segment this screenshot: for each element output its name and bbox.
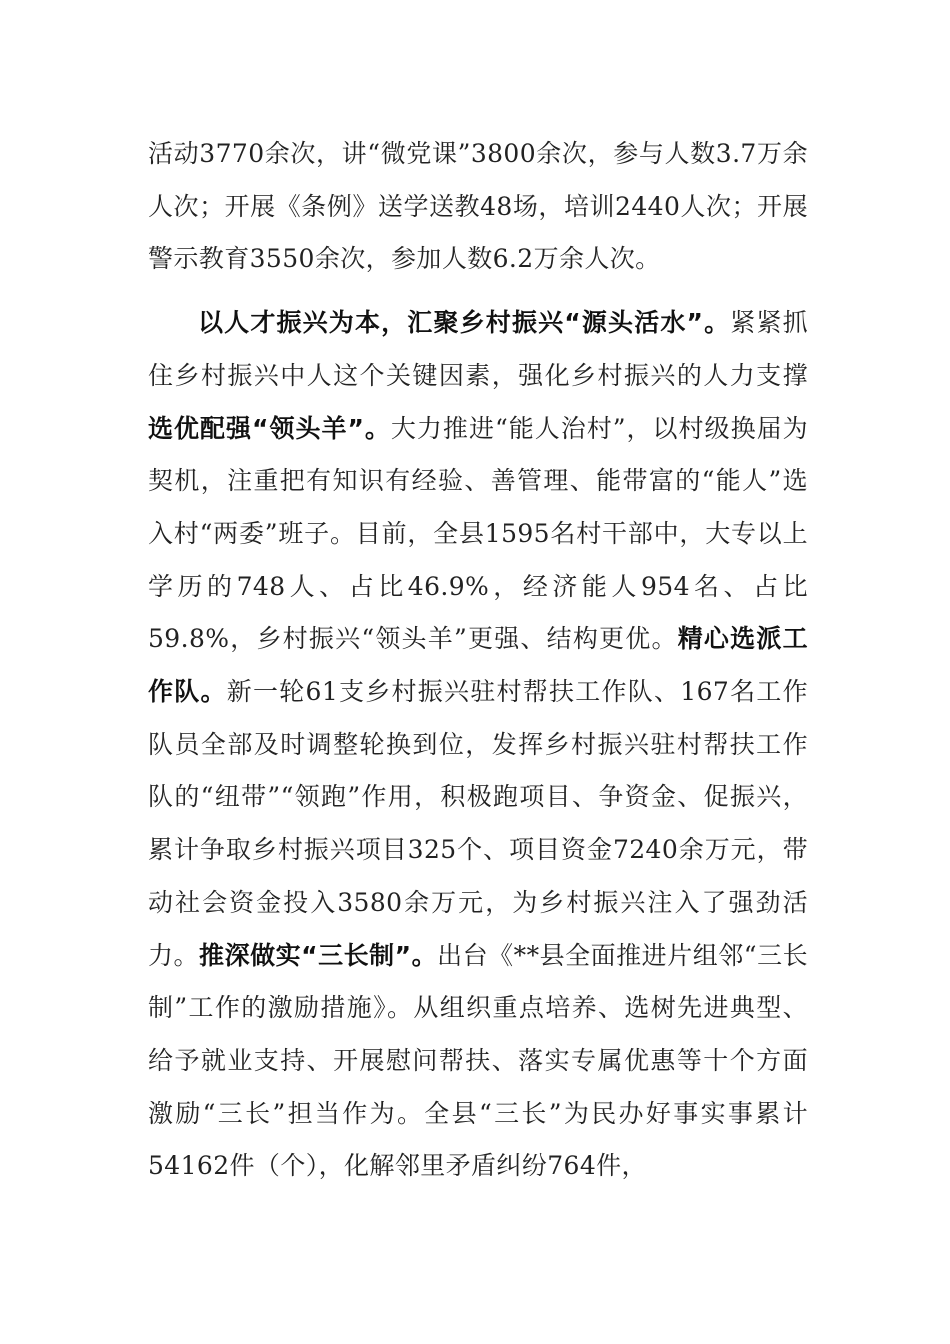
paragraph-continuation — [148, 128, 808, 286]
subheading-work-team: 精心选派工作队。 — [148, 624, 808, 707]
subheading-lead-sheep: 选优配强“领头羊”。 — [148, 413, 391, 443]
subheading-three-chiefs: 推深做实“三长制”。 — [199, 940, 438, 970]
body-text-1: 紧紧抓住乡村振兴中人这个关键因素，强化乡村振兴的人力支撑 — [148, 308, 809, 390]
paragraph-talent-revitalization — [148, 297, 808, 1193]
body-text-2: 大力推进“能人治村”，以村级换届为契机，注重把有知识有经验、善管理、能带富的“能人”选入村“两委”班子。目前，全县1595名村干部中，大专以上学历的748人、占比46.9%，经济能人954名、占比59.8%，乡村振兴“领头羊”更强、结构更优。 — [148, 413, 808, 654]
document-body — [148, 128, 808, 1193]
body-text-3: 新一轮61支乡村振兴驻村帮扶工作队、167名工作队员全部及时调整轮换到位，发挥乡村振兴驻村帮扶工作队的“纽带”“领跑”作用，积极跑项目、争资金、促振兴，累计争取乡村振兴项目325个、项目资金7240余万元，带动社会资金投入3580余万元，为乡村振兴注入了强劲活力。 — [148, 677, 808, 970]
paragraph-1-text: 活动3770余次，讲“微党课”3800余次，参与人数3.7万余人次；开展《条例》送学送教48场，培训2440人次；开展警示教育3550余次，参加人数6.2万余人次。 — [148, 139, 808, 274]
body-text-4: 出台《**县全面推进片组邻“三长制”工作的激励措施》。从组织重点培养、选树先进典型、给予就业支持、开展慰问帮扶、落实专属优惠等十个方面激励“三长”担当作为。全县“三长”为民办好事实事累计54162件（个），化解邻里矛盾纠纷764件， — [148, 940, 808, 1181]
section-heading: 以人才振兴为本，汇聚乡村振兴“源头活水”。 — [198, 308, 731, 338]
